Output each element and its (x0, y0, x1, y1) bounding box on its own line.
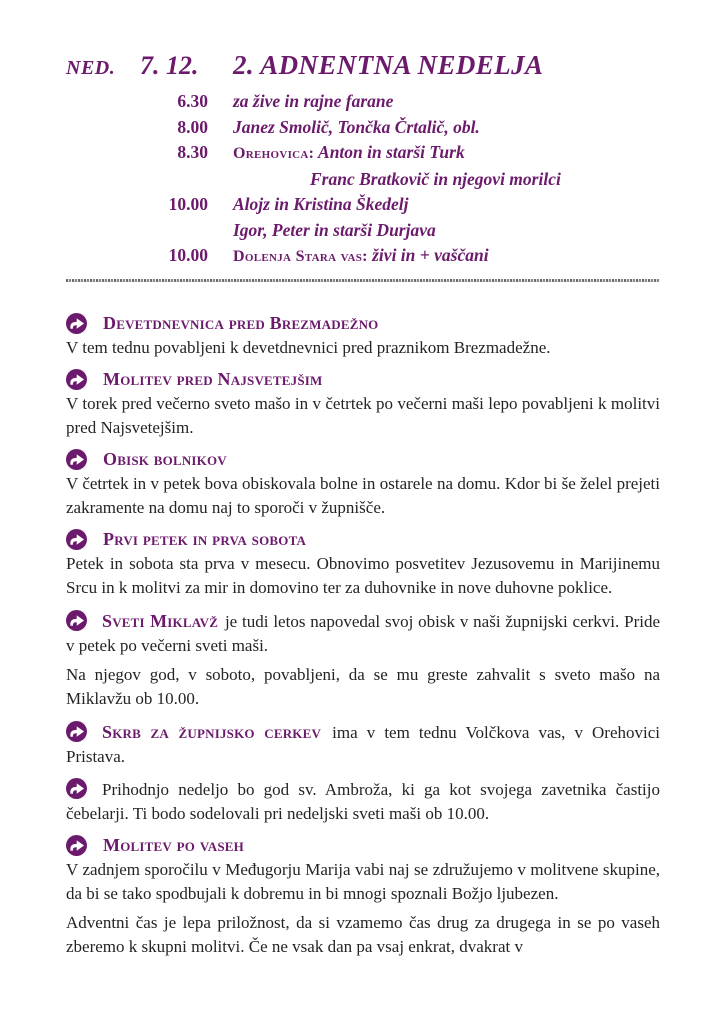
announcement-section (66, 609, 660, 711)
mass-intention (233, 192, 409, 218)
mass-time: 8.30 (177, 142, 208, 162)
announcement-section (66, 778, 660, 826)
schedule-row (66, 115, 660, 141)
mass-intention (233, 243, 489, 270)
schedule-row (66, 89, 660, 115)
circle-arrow-icon (66, 369, 87, 390)
announcement-title: Devetdnevnica pred Brezmadežno (103, 312, 379, 333)
mass-time: 10.00 (168, 245, 208, 265)
mass-time (66, 167, 208, 193)
mass-intention-text: Janez Smolič, Tončka Črtalič, obl. (233, 116, 480, 137)
schedule-row (66, 218, 660, 244)
mass-time: 10.00 (168, 194, 208, 214)
announcement-paragraph: Na njegov god, v soboto, povabljeni, da se mu greste zahvalit s sveto mašo na Miklavžu ob 10.00. (66, 664, 660, 708)
mass-time: 8.00 (177, 116, 208, 137)
mass-intention (233, 167, 561, 193)
day-label: NED. (66, 57, 116, 79)
announcement-title: Molitev pred Najsvetejšim (103, 368, 323, 389)
announcement-title: Skrb za župnijsko cerkev (102, 721, 322, 742)
announcement-heading (66, 369, 660, 390)
mass-intention-text: živi in + vaščani (372, 245, 489, 265)
announcement-lead: Skrb za župnijsko cerkev ima v tem tednu Volčkova vas, v Orehovici Pristava. (66, 721, 661, 766)
announcement-paragraph: V tem tednu povabljeni k devetdnevnici pred praznikom Brezmadežne. (66, 337, 551, 357)
circle-arrow-icon (66, 313, 87, 334)
announcement-lead: Sveti Miklavž je tudi letos napovedal svoj obisk v naši župnijski cerkvi. Pride v petek po večerni sveti maši. (66, 610, 660, 655)
announcement-heading (66, 449, 660, 470)
mass-intention (233, 115, 480, 141)
announcement-title: Prvi petek in prva sobota (103, 528, 307, 549)
section-divider (66, 279, 660, 282)
announcement-paragraph: V torek pred večerno sveto mašo in v četrtek po večerni maši lepo povabljeni k molitvi pred Najsvetejšim. (66, 393, 660, 437)
circle-arrow-icon (66, 449, 87, 470)
circle-arrow-icon (66, 778, 87, 799)
announcement-paragraph: Adventni čas je lepa priložnost, da si vzamemo čas drug za drugega in se po vaseh zberemo k skupni molitvi. Če ne vsak dan pa vsaj enkrat, dvakrat v (66, 912, 660, 956)
mass-schedule (66, 89, 660, 270)
mass-intention-text: Alojz in Kristina Škedelj (233, 194, 409, 214)
schedule-row (66, 192, 660, 218)
circle-arrow-icon (66, 610, 87, 631)
mass-intention (233, 89, 393, 115)
circle-arrow-icon (66, 721, 87, 742)
circle-arrow-icon (66, 529, 87, 550)
sunday-title: 2. ADNENTNA NEDELJA (233, 50, 544, 80)
announcement-section (66, 529, 660, 600)
mass-intention (233, 218, 436, 244)
announcement-section (66, 835, 660, 959)
schedule-row (66, 167, 660, 193)
announcement-heading (66, 313, 660, 334)
mass-location: Dolenja Stara vas: (233, 248, 368, 265)
announcement-paragraph: Petek in sobota sta prva v mesecu. Obnovimo posvetitev Jezusovemu in Marijinemu Srcu in k molitvi za mir in domovino ter za duhovnike in nove duhovne poklice. (66, 553, 660, 597)
mass-time (66, 218, 208, 244)
announcement-paragraph: V zadnjem sporočilu v Međugorju Marija vabi naj se združujemo v molitvene skupine, da bi se tako spodbujali k dobremu in bi mnogi spoznali Božjo ljubezen. (66, 859, 660, 903)
schedule-row (66, 140, 660, 167)
announcement-section (66, 369, 660, 440)
announcement-section (66, 720, 660, 769)
mass-intention-text: Franc Bratkovič in njegovi morilci (310, 168, 561, 189)
announcement-heading (66, 529, 660, 550)
announcement-heading (66, 835, 660, 856)
announcement-section (66, 313, 660, 360)
mass-time: 6.30 (177, 91, 208, 111)
announcement-title: Molitev po vaseh (103, 834, 244, 855)
mass-location: Orehovica: (233, 145, 315, 162)
announcement-paragraph: V četrtek in v petek bova obiskovala bolne in ostarele na domu. Kdor bi še želel prejeti zakramente na domu naj to sporoči v župnišče. (66, 473, 660, 517)
schedule-row (66, 243, 660, 270)
announcement-title: Sveti Miklavž (102, 610, 219, 631)
date-label: 7. 12. (140, 51, 199, 80)
circle-arrow-icon (66, 835, 87, 856)
announcement-lead: Prihodnjo nedeljo bo god sv. Ambroža, ki ga kot svojega zavetnika častijo čebelarji. Ti bodo sodelovali pri nedeljski sveti maši ob 10.00. (66, 779, 660, 823)
announcements (66, 313, 660, 959)
sunday-header (66, 50, 660, 81)
mass-intention-text: Igor, Peter in starši Durjava (233, 219, 436, 240)
mass-intention-text: za žive in rajne farane (233, 91, 394, 111)
mass-intention-text: Anton in starši Turk (318, 142, 465, 162)
mass-intention (233, 140, 465, 167)
announcement-section (66, 449, 660, 520)
announcement-title: Obisk bolnikov (103, 448, 227, 469)
